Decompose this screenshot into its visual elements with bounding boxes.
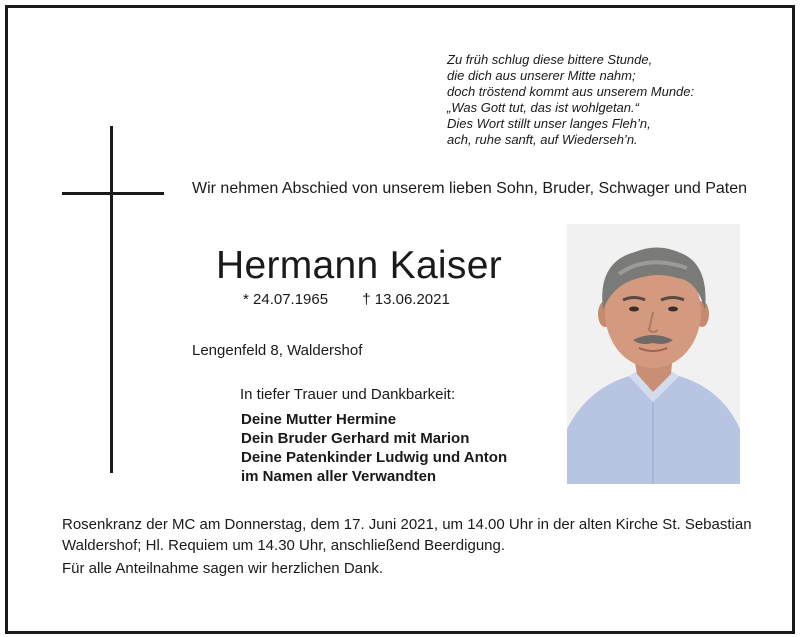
mourner: Deine Patenkinder Ludwig und Anton bbox=[241, 449, 508, 466]
death-date: † 13.06.2021 bbox=[362, 291, 450, 308]
poem-line: doch tröstend kommt aus unserem Munde: bbox=[447, 84, 695, 99]
poem-line: Zu früh schlug diese bittere Stunde, bbox=[447, 52, 653, 67]
mourners-list bbox=[241, 410, 507, 486]
mourner: Dein Bruder Gerhard mit Marion bbox=[241, 430, 470, 447]
deceased-name: Hermann Kaiser bbox=[216, 244, 502, 287]
mourning-intro: In tiefer Trauer und Dankbarkeit: bbox=[240, 386, 456, 403]
poem-line: die dich aus unserer Mitte nahm; bbox=[447, 68, 636, 83]
portrait-photo bbox=[567, 224, 740, 484]
mourner: Deine Mutter Hermine bbox=[241, 411, 397, 428]
address: Lengenfeld 8, Waldershof bbox=[192, 342, 363, 359]
poem-line: „Was Gott tut, das ist wohlgetan.“ bbox=[447, 100, 639, 115]
poem-line: Dies Wort stillt unser langes Fleh’n, bbox=[447, 116, 651, 131]
service-details: Rosenkranz der MC am Donnerstag, dem 17. Juni 2021, um 14.00 Uhr in der alten Kirche St. Sebastian Waldershof; Hl. Requiem um 14.30 Uhr, anschließend Beerdigung. bbox=[62, 516, 752, 554]
cross-icon-bar bbox=[62, 192, 164, 195]
birth-date: * 24.07.1965 bbox=[243, 291, 329, 308]
life-dates bbox=[243, 291, 450, 309]
poem bbox=[447, 52, 777, 148]
thanks-note: Für alle Anteilnahme sagen wir herzlichen Dank. bbox=[62, 560, 383, 577]
farewell-intro: Wir nehmen Abschied von unserem lieben Sohn, Bruder, Schwager und Paten bbox=[192, 180, 747, 197]
mourner: im Namen aller Verwandten bbox=[241, 468, 437, 485]
poem-line: ach, ruhe sanft, auf Wiederseh’n. bbox=[447, 132, 638, 147]
cross-icon bbox=[110, 126, 113, 473]
